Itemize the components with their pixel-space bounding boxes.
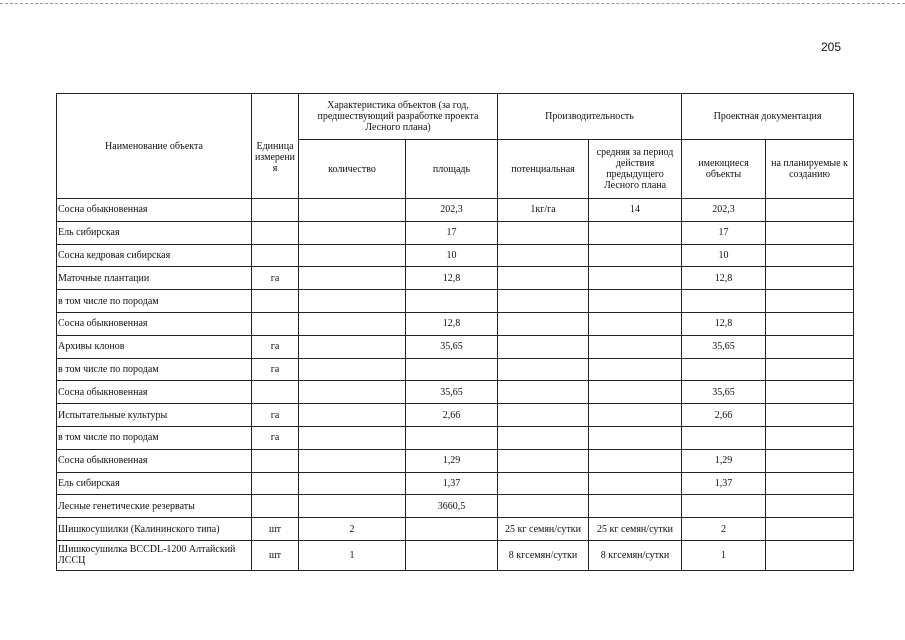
cell-planned <box>766 335 854 358</box>
cell-quantity: 2 <box>299 518 406 541</box>
header-potential: потенциальная <box>498 140 589 199</box>
header-object-name: Наименование объекта <box>57 94 252 199</box>
cell-quantity <box>299 472 406 495</box>
cell-quantity <box>299 404 406 427</box>
header-average: средняя за период действия предыдущего Лесного плана <box>589 140 682 199</box>
cell-quantity <box>299 312 406 335</box>
cell-average <box>589 449 682 472</box>
cell-existing: 10 <box>682 244 766 267</box>
cell-quantity <box>299 358 406 381</box>
cell-existing: 1,37 <box>682 472 766 495</box>
cell-area: 17 <box>406 221 498 244</box>
cell-name: Ель сибирская <box>57 472 252 495</box>
cell-unit: га <box>252 358 299 381</box>
cell-unit <box>252 312 299 335</box>
cell-average <box>589 267 682 290</box>
header-unit: Единица измерени я <box>252 94 299 199</box>
cell-existing: 35,65 <box>682 335 766 358</box>
cell-area: 1,37 <box>406 472 498 495</box>
cell-quantity <box>299 381 406 404</box>
cell-area: 2,66 <box>406 404 498 427</box>
table-row <box>57 312 854 335</box>
cell-unit: шт <box>252 540 299 570</box>
cell-name: Сосна кедровая сибирская <box>57 244 252 267</box>
cell-average <box>589 426 682 449</box>
cell-potential <box>498 449 589 472</box>
cell-name: в том числе по породам <box>57 358 252 381</box>
cell-name: Сосна обыкновенная <box>57 449 252 472</box>
cell-potential <box>498 381 589 404</box>
cell-name: в том числе по породам <box>57 290 252 313</box>
cell-planned <box>766 267 854 290</box>
cell-average <box>589 335 682 358</box>
cell-average <box>589 244 682 267</box>
cell-potential: 8 кгсемян/сутки <box>498 540 589 570</box>
forest-objects-table <box>56 93 854 571</box>
cell-area <box>406 290 498 313</box>
cell-name: Шишкосушилки (Калининского типа) <box>57 518 252 541</box>
cell-average <box>589 290 682 313</box>
cell-potential: 25 кг семян/сутки <box>498 518 589 541</box>
cell-potential <box>498 290 589 313</box>
cell-unit: шт <box>252 518 299 541</box>
cell-potential <box>498 426 589 449</box>
header-quantity: количество <box>299 140 406 199</box>
cell-existing <box>682 495 766 518</box>
cell-quantity <box>299 449 406 472</box>
cell-quantity <box>299 495 406 518</box>
cell-potential: 1кг/га <box>498 199 589 222</box>
cell-unit <box>252 381 299 404</box>
cell-quantity <box>299 199 406 222</box>
cell-unit <box>252 472 299 495</box>
cell-planned <box>766 244 854 267</box>
cell-planned <box>766 358 854 381</box>
cell-area <box>406 540 498 570</box>
cell-planned <box>766 199 854 222</box>
cell-area <box>406 518 498 541</box>
header-planned: на планируемые к созданию <box>766 140 854 199</box>
cell-area: 1,29 <box>406 449 498 472</box>
table-row <box>57 290 854 313</box>
cell-quantity <box>299 290 406 313</box>
cell-potential <box>498 267 589 290</box>
table-row <box>57 540 854 570</box>
table-row <box>57 244 854 267</box>
cell-quantity <box>299 221 406 244</box>
cell-planned <box>766 449 854 472</box>
cell-unit <box>252 199 299 222</box>
cell-existing: 202,3 <box>682 199 766 222</box>
cell-existing: 12,8 <box>682 312 766 335</box>
cell-potential <box>498 472 589 495</box>
cell-potential <box>498 244 589 267</box>
cell-name: Ель сибирская <box>57 221 252 244</box>
cell-name: Шишкосушилка ВССDL-1200 Алтайский ЛССЦ <box>57 540 252 570</box>
page-top-border <box>0 3 905 4</box>
cell-planned <box>766 221 854 244</box>
header-existing: имеющиеся объекты <box>682 140 766 199</box>
table-row <box>57 472 854 495</box>
cell-name: Сосна обыкновенная <box>57 312 252 335</box>
cell-planned <box>766 404 854 427</box>
cell-potential <box>498 335 589 358</box>
cell-quantity <box>299 426 406 449</box>
cell-average <box>589 495 682 518</box>
cell-name: Маточные плантации <box>57 267 252 290</box>
cell-area: 3660,5 <box>406 495 498 518</box>
table-row <box>57 518 854 541</box>
cell-existing <box>682 290 766 313</box>
cell-existing: 2,66 <box>682 404 766 427</box>
cell-unit <box>252 449 299 472</box>
cell-average: 8 кгсемян/сутки <box>589 540 682 570</box>
cell-quantity <box>299 267 406 290</box>
cell-unit <box>252 495 299 518</box>
cell-quantity <box>299 244 406 267</box>
cell-average <box>589 472 682 495</box>
cell-existing: 17 <box>682 221 766 244</box>
cell-planned <box>766 540 854 570</box>
cell-planned <box>766 312 854 335</box>
cell-potential <box>498 221 589 244</box>
header-project-docs: Проектная документация <box>682 94 854 140</box>
table-row <box>57 267 854 290</box>
cell-unit: га <box>252 426 299 449</box>
cell-area: 12,8 <box>406 267 498 290</box>
cell-quantity <box>299 335 406 358</box>
cell-existing <box>682 358 766 381</box>
cell-existing <box>682 426 766 449</box>
table-row <box>57 449 854 472</box>
cell-potential <box>498 312 589 335</box>
cell-existing: 1 <box>682 540 766 570</box>
table-body <box>57 199 854 571</box>
cell-area: 35,65 <box>406 381 498 404</box>
cell-planned <box>766 495 854 518</box>
cell-name: Испытательные культуры <box>57 404 252 427</box>
table-row <box>57 404 854 427</box>
cell-average <box>589 312 682 335</box>
cell-name: Сосна обыкновенная <box>57 381 252 404</box>
cell-area <box>406 358 498 381</box>
cell-planned <box>766 426 854 449</box>
cell-area: 35,65 <box>406 335 498 358</box>
cell-unit: га <box>252 267 299 290</box>
cell-potential <box>498 358 589 381</box>
header-characteristics: Характеристика объектов (за год, предшествующий разработке проекта Лесного плана) <box>299 94 498 140</box>
cell-unit <box>252 221 299 244</box>
cell-existing: 12,8 <box>682 267 766 290</box>
cell-average <box>589 358 682 381</box>
cell-name: Лесные генетические резерваты <box>57 495 252 518</box>
table-row <box>57 426 854 449</box>
cell-unit: га <box>252 335 299 358</box>
table-row <box>57 495 854 518</box>
table-row <box>57 221 854 244</box>
cell-name: в том числе по породам <box>57 426 252 449</box>
cell-unit <box>252 244 299 267</box>
table-row <box>57 381 854 404</box>
cell-unit: га <box>252 404 299 427</box>
cell-potential <box>498 495 589 518</box>
cell-average: 14 <box>589 199 682 222</box>
cell-planned <box>766 472 854 495</box>
table-row <box>57 199 854 222</box>
header-area: площадь <box>406 140 498 199</box>
cell-area: 12,8 <box>406 312 498 335</box>
cell-existing: 35,65 <box>682 381 766 404</box>
cell-existing: 1,29 <box>682 449 766 472</box>
cell-area: 10 <box>406 244 498 267</box>
cell-potential <box>498 404 589 427</box>
cell-average <box>589 404 682 427</box>
cell-planned <box>766 518 854 541</box>
cell-area: 202,3 <box>406 199 498 222</box>
cell-average <box>589 381 682 404</box>
cell-planned <box>766 290 854 313</box>
cell-unit <box>252 290 299 313</box>
cell-existing: 2 <box>682 518 766 541</box>
table-row <box>57 335 854 358</box>
cell-name: Сосна обыкновенная <box>57 199 252 222</box>
header-productivity: Производительность <box>498 94 682 140</box>
cell-average: 25 кг семян/сутки <box>589 518 682 541</box>
page-number: 205 <box>820 40 841 54</box>
table-row <box>57 358 854 381</box>
cell-area <box>406 426 498 449</box>
cell-planned <box>766 381 854 404</box>
cell-quantity: 1 <box>299 540 406 570</box>
cell-average <box>589 221 682 244</box>
cell-name: Архивы клонов <box>57 335 252 358</box>
